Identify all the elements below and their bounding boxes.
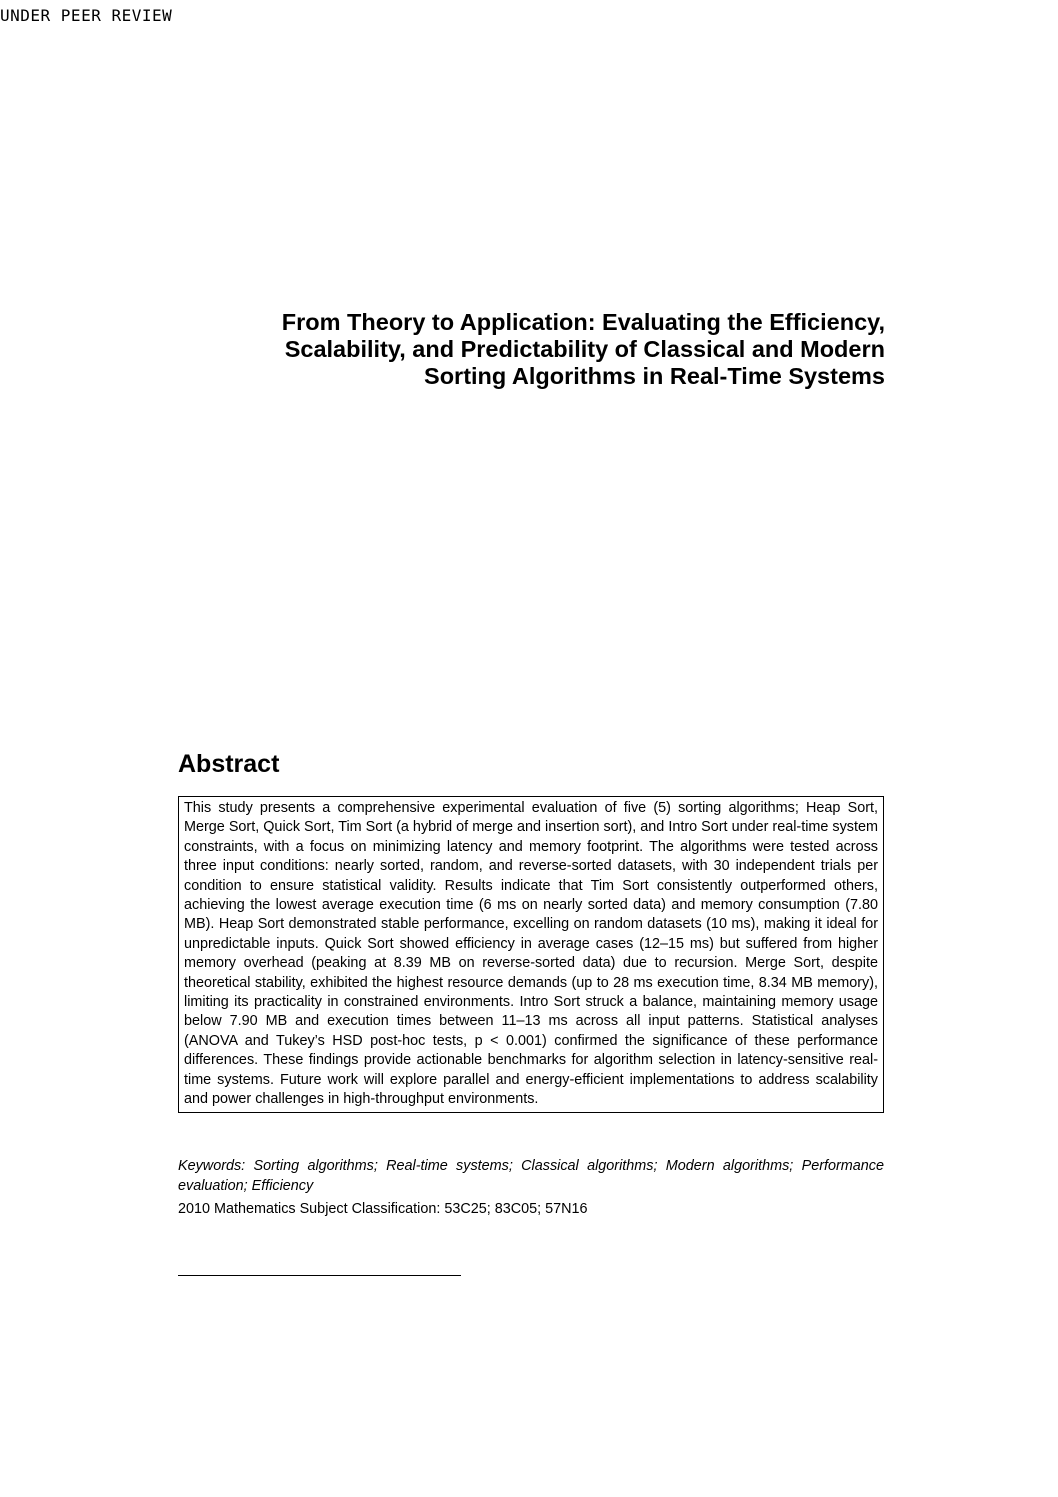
title-line: Scalability, and Predictability of Classical and Modern bbox=[284, 336, 885, 362]
paper-title bbox=[175, 309, 885, 390]
keywords-line: Keywords: Sorting algorithms; Real-time systems; Classical algorithms; Modern algorithms; Performance evaluation; Efficiency bbox=[178, 1158, 884, 1194]
title-line: From Theory to Application: Evaluating the Efficiency, bbox=[281, 309, 885, 335]
footnote-rule bbox=[178, 1275, 461, 1276]
abstract-box bbox=[178, 796, 884, 1113]
abstract-heading: Abstract bbox=[178, 750, 280, 778]
title-line: Sorting Algorithms in Real-Time Systems bbox=[424, 363, 885, 389]
subject-classification: 2010 Mathematics Subject Classification: 53C25; 83C05; 57N16 bbox=[178, 1201, 588, 1217]
review-status-stamp: UNDER PEER REVIEW bbox=[0, 6, 173, 25]
abstract-text: This study presents a comprehensive experimental evaluation of five (5) sorting algorithms; Heap Sort, Merge Sort, Quick Sort, Tim Sort (a hybrid of merge and insertion sort), and Intro Sort under real-time system constraints, with a focus on minimizing latency and memory footprint. The algorithms were tested across three input conditions: nearly sorted, random, and reverse-sorted datasets, with 30 independent trials per condition to ensure statistical validity. Results indicate that Tim Sort consistently outperformed others, achieving the lowest average execution time (6 ms on nearly sorted data) and memory consumption (7.80 MB). Heap Sort demonstrated stable performance, excelling on random datasets (10 ms), making it ideal for unpredictable inputs. Quick Sort showed efficiency in average cases (12–15 ms) but suffered from higher memory overhead (peaking at 8.39 MB on reverse-sorted data) due to recursion. Merge Sort, despite theoretical stability, exhibited the highest resource demands (up to 28 ms execution time, 8.34 MB memory), limiting its practicality in constrained environments. Intro Sort struck a balance, maintaining memory usage below 7.90 MB and execution times between 11–13 ms across all input patterns. Statistical analyses (ANOVA and Tukey’s HSD post-hoc tests, p < 0.001) confirmed the significance of these performance differences. These findings provide actionable benchmarks for algorithm selection in latency-sensitive real-time systems. Future work will explore parallel and energy-efficient implementations to address scalability and power challenges in high-throughput environments. bbox=[184, 800, 878, 1108]
